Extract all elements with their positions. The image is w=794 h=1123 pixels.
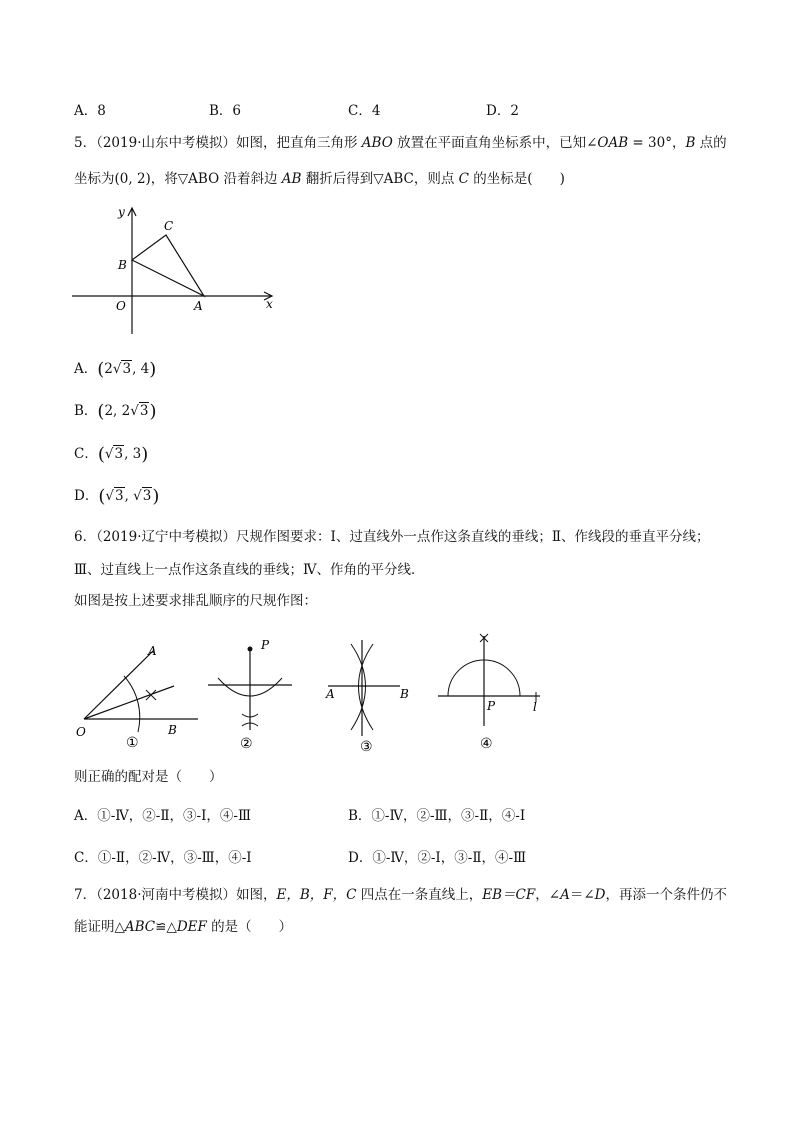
svg-text:O: O	[76, 725, 86, 739]
svg-text:B: B	[168, 723, 177, 737]
figure-4-perpendicular-on-line	[438, 634, 540, 752]
q5-option-b: B．(2, 2√3)	[74, 401, 157, 422]
q5-option-a: A．(2√3, 4)	[74, 359, 157, 380]
q6-construction-figures	[70, 630, 730, 760]
q5-option-d: D．(√3, √3)	[74, 486, 160, 507]
svg-text:A: A	[326, 687, 335, 701]
q6-option-d: D．①-Ⅳ，②-Ⅰ，③-Ⅱ，④-Ⅲ	[348, 850, 527, 866]
q5-line-2: 坐标为(0, 2)，将▽ABO 沿着斜边 AB 翻折后得到▽ABC，则点 C 的坐标是( )	[74, 171, 565, 187]
point-c-label: C	[164, 219, 174, 233]
q5-line-1: 5．（2019·山东中考模拟）如图，把直角三角形 ABO 放置在平面直角坐标系中，已知∠OAB = 30°，B 点的	[74, 135, 727, 151]
svg-text:P: P	[261, 638, 270, 652]
q6-line-2: Ⅲ、过直线上一点作这条直线的垂线；Ⅳ、作角的平分线．	[74, 562, 425, 578]
point-a-label: A	[194, 299, 203, 313]
q4-option-a: A．8	[74, 103, 106, 119]
figure-1-angle-bisector	[76, 644, 198, 751]
svg-text:③: ③	[360, 739, 373, 755]
y-axis-label: y	[118, 205, 125, 219]
figure-2-perpendicular-external	[208, 638, 292, 752]
q7-line-2: 能证明△ABC≌△DEF 的是（ ）	[74, 919, 293, 935]
figure-3-perpendicular-bisector	[325, 640, 409, 755]
svg-text:P: P	[487, 699, 496, 713]
q6-option-a: A．①-Ⅳ，②-Ⅱ，③-Ⅰ，④-Ⅲ	[74, 808, 252, 824]
q4-option-d: D．2	[486, 103, 519, 119]
q4-option-b: B．6	[209, 103, 242, 119]
svg-text:②: ②	[240, 736, 253, 752]
svg-text:④: ④	[480, 736, 493, 752]
q4-option-c: C．4	[348, 103, 381, 119]
q6-line-3: 如图是按上述要求排乱顺序的尺规作图：	[74, 593, 317, 609]
x-axis-label: x	[266, 297, 273, 311]
q6-option-c: C．①-Ⅱ，②-Ⅳ，③-Ⅲ，④-Ⅰ	[74, 850, 252, 866]
q6-question: 则正确的配对是（ ）	[74, 769, 223, 785]
q7-line-1: 7．（2018·河南中考模拟）如图，E，B，F，C 四点在一条直线上，EB＝CF，∠A＝∠D，再添一个条件仍不	[74, 887, 727, 903]
q6-line-1: 6．（2019·辽宁中考模拟）尺规作图要求：Ⅰ、过直线外一点作这条直线的垂线；Ⅱ、作线段的垂直平分线；	[74, 529, 710, 545]
point-o-label: O	[116, 299, 126, 313]
svg-text:l: l	[533, 700, 537, 714]
q6-option-b: B．①-Ⅳ，②-Ⅲ，③-Ⅱ，④-Ⅰ	[348, 808, 526, 824]
svg-text:①: ①	[126, 735, 139, 751]
svg-text:A: A	[148, 644, 157, 658]
point-b-label: B	[118, 258, 127, 272]
svg-text:B: B	[400, 687, 409, 701]
q5-coordinate-figure	[66, 200, 286, 340]
q5-option-c: C．(√3, 3)	[74, 444, 149, 465]
